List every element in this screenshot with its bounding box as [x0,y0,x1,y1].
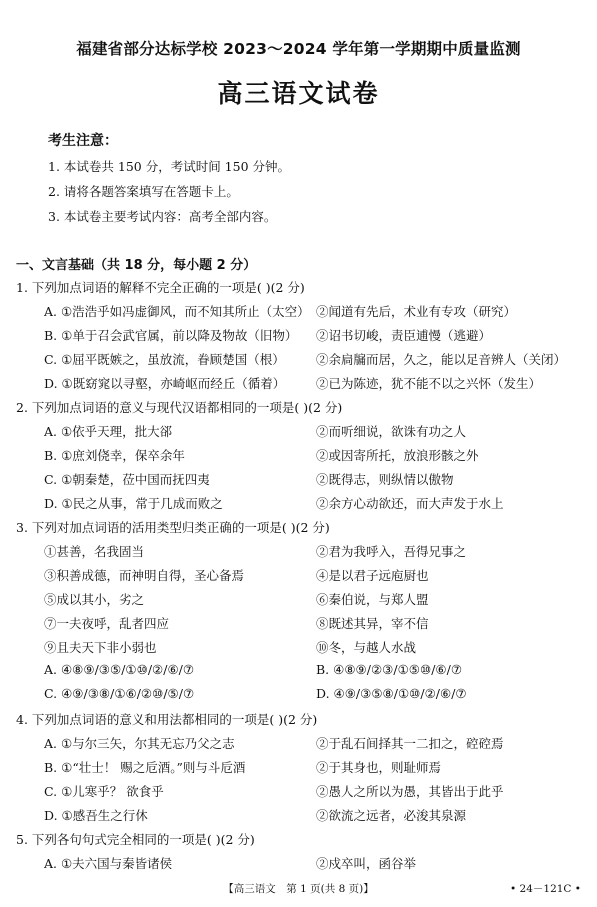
option-left: D. ①感吾生之行休 [44,808,148,823]
exam-header-title: 福建省部分达标学校 2023～2024 学年第一学期期中质量监测 [76,40,521,58]
option-left: ①甚善，名我固当 [44,544,145,559]
option-left: A. ①夫六国与秦皆诸侯 [44,856,173,871]
option-right: ②余方心动欲还，而大声发于水上 [316,496,504,511]
option-right: ⑥秦伯说，与郑人盟 [316,592,429,607]
option-left: A. ①浩浩乎如冯虚御风，而不知其所止（太空） [44,304,310,319]
notice-heading: 考生注意： [48,133,118,149]
option-left: C. ①儿寒乎？ 欲食乎 [44,784,164,799]
notice-item: 3. 本试卷主要考试内容：高考全部内容。 [48,209,277,224]
question-stem: 2. 下列加点词语的意义与现代汉语都相同的一项是( )(2 分) [16,400,343,415]
option-left: ⑨且夫天下非小弱也 [44,640,157,655]
option-right: ②戍卒叫，函谷举 [316,856,417,871]
option-left: D. ①民之从事，常于几成而败之 [44,496,223,511]
option-right: ②君为我呼入，吾得兄事之 [316,544,467,559]
option-right: ②余扃牖而居，久之，能以足音辨人（关闭） [316,352,567,367]
question-stem: 4. 下列加点词语的意义和用法都相同的一项是( )(2 分) [16,712,318,727]
notice-item: 2. 请将各题答案填写在答题卡上。 [48,184,239,199]
option-right: B. ④⑧⑨/②③/①⑤⑩/⑥/⑦ [316,662,463,677]
option-left: C. ①朝秦楚，莅中国而抚四夷 [44,472,210,487]
option-right: ⑩冬，与越人水战 [316,640,417,655]
option-left: ③积善成德，而神明自得，圣心备焉 [44,568,245,583]
exam-subject-title: 高三语文试卷 [217,79,380,108]
notice-item: 1. 本试卷共 150 分，考试时间 150 分钟。 [48,159,291,174]
option-right: ②于乱石间择其一二扣之，硿硿焉 [316,736,504,751]
option-left: C. ④⑨/③⑧/①⑥/②⑩/⑤/⑦ [44,686,195,701]
option-left: A. ①依乎天理，批大郤 [44,424,173,439]
option-right: ②或因寄所托，放浪形骸之外 [316,448,479,463]
question-stem: 1. 下列加点词语的解释不完全正确的一项是( )(2 分) [16,280,305,295]
option-left: C. ①屈平既嫉之，虽放流，眷顾楚国（根） [44,352,285,367]
option-right: ②愚人之所以为愚，其皆出于此乎 [316,784,504,799]
option-left: ⑦一夫夜呼，乱者四应 [44,616,170,631]
option-right: ②而听细说，欲诛有功之人 [316,424,467,439]
option-left: B. ①庶刘侥幸，保卒余年 [44,448,185,463]
exam-code: • 24－121C • [510,883,581,895]
option-right: ②诏书切峻，责臣逋慢（逃避） [316,328,492,343]
option-left: A. ①与尔三矢，尔其无忘乃父之志 [44,736,235,751]
option-right: ②闻道有先后，术业有专攻（研究） [316,304,517,319]
option-left: B. ①单于召会武官属，前以降及物故（旧物） [44,328,298,343]
option-right: ②欲流之远者，必浚其泉源 [316,808,467,823]
option-left: ⑤成以其小，劣之 [44,592,145,607]
option-right: ②既得志，则纵情以傲物 [316,472,454,487]
page-footer: 【高三语文 第 1 页(共 8 页)】 [223,883,374,895]
option-right: ⑧既述其异，宰不信 [316,616,429,631]
option-left: B. ①“壮士！ 赐之卮酒。”则与斗卮酒 [44,760,246,775]
option-right: ④是以君子远庖厨也 [316,568,429,583]
question-stem: 3. 下列对加点词语的活用类型归类正确的一项是( )(2 分) [16,520,330,535]
question-stem: 5. 下列各句句式完全相同的一项是( )(2 分) [16,832,255,847]
option-right: ②已为陈迹，犹不能不以之兴怀（发生） [316,376,542,391]
option-left: D. ①既窈窕以寻壑，亦崎岖而经丘（循着） [44,376,286,391]
option-right: ②于其身也，则耻师焉 [316,760,442,775]
option-left: A. ④⑧⑨/③⑤/①⑩/②/⑥/⑦ [44,662,195,677]
section-title: 一、文言基础（共 18 分，每小题 2 分） [16,258,257,273]
option-right: D. ④⑨/③⑤⑧/①⑩/②/⑥/⑦ [316,686,467,701]
